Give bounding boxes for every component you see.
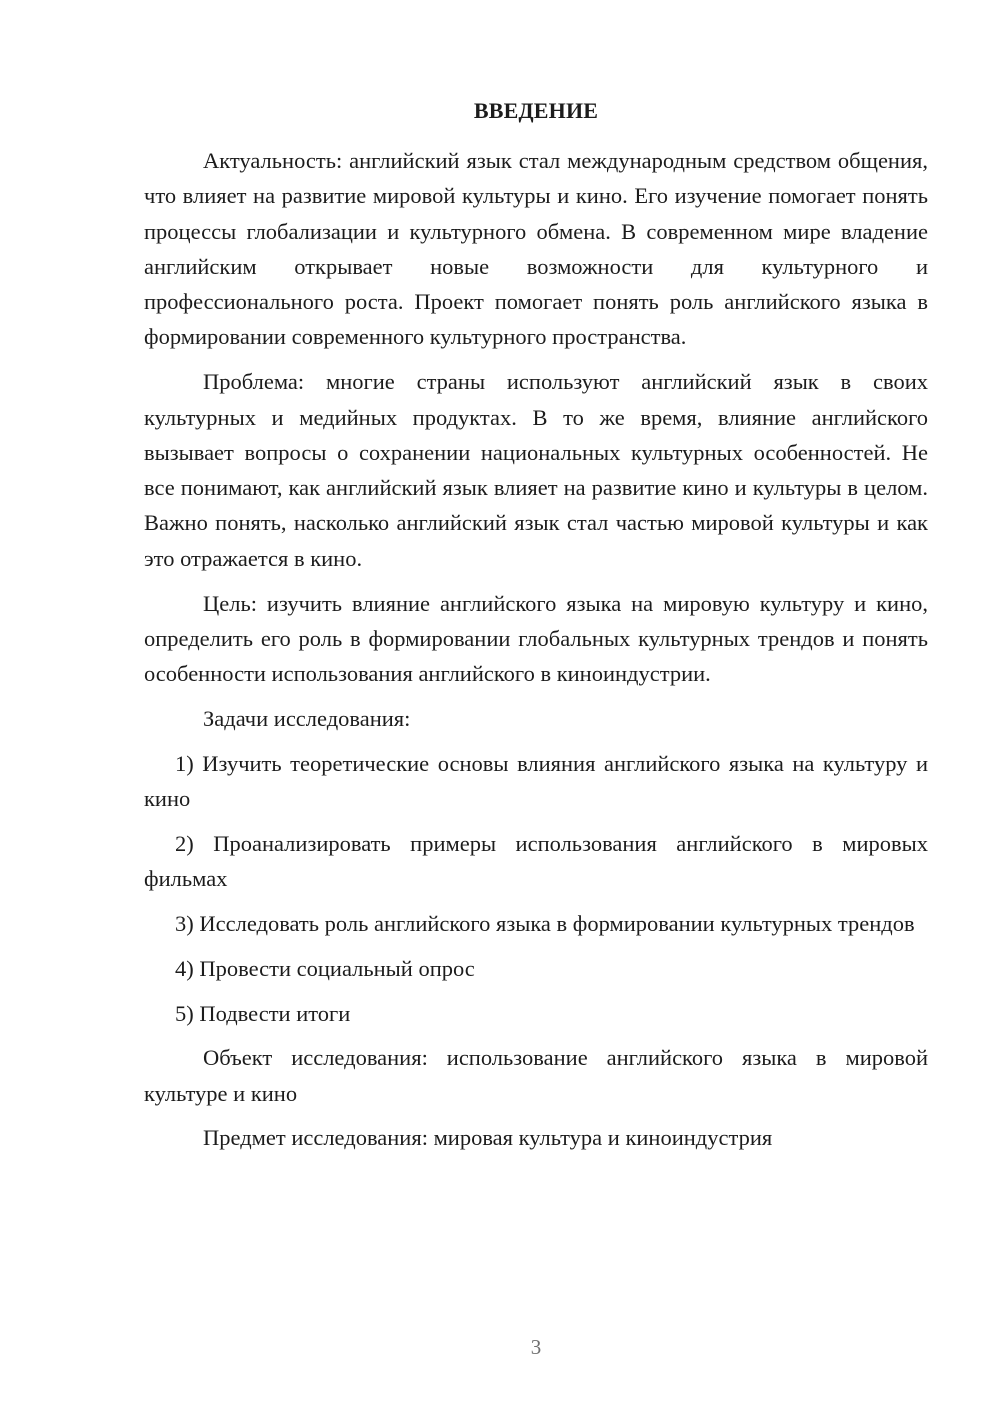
problem-paragraph: Проблема: многие страны используют английский язык в своих культурных и медийных продуктах. В то же время, влияние английского вызывает вопросы о сохранении национальных культурных особенностей. Не все понимают, как английский язык влияет на развитие кино и культуры в целом. Важно понять, насколько английский язык стал частью мировой культуры и как это отражается в кино. [144,369,928,571]
object-paragraph: Объект исследования: использование английского языка в мировой культуре и кино [144,1045,928,1106]
task-item-2: 2) Проанализировать примеры использования английского в мировых фильмах [144,830,928,892]
page-number: 3 [530,1335,542,1359]
tasks-intro: Задачи исследования: [203,705,411,731]
document-page [144,0,928,1414]
task-item-4: 4) Провести социальный опрос [175,955,475,981]
document-body [144,143,928,1156]
task-item-3: 3) Исследовать роль английского языка в формировании культурных трендов [175,910,915,936]
task-item-1: 1) Изучить теоретические основы влияния английского языка на культуру и кино [144,750,928,812]
task-item-5: 5) Подвести итоги [175,1000,351,1026]
section-heading: ВВЕДЕНИЕ [473,98,599,123]
goal-paragraph: Цель: изучить влияние английского языка на мировую культуру и кино, определить его роль в формировании глобальных культурных трендов и понять особенности использования английского в киноиндустрии. [144,590,928,687]
relevance-paragraph: Актуальность: английский язык стал международным средством общения, что влияет на развитие мировой культуры и кино. Его изучение помогает понять процессы глобализации и культурного обмена. В современном мире владение английским открывает новые возможности для культурного и профессионального роста. Проект помогает понять роль английского языка в формировании современного культурного пространства. [144,148,928,350]
subject-paragraph: Предмет исследования: мировая культура и киноиндустрия [203,1125,773,1151]
